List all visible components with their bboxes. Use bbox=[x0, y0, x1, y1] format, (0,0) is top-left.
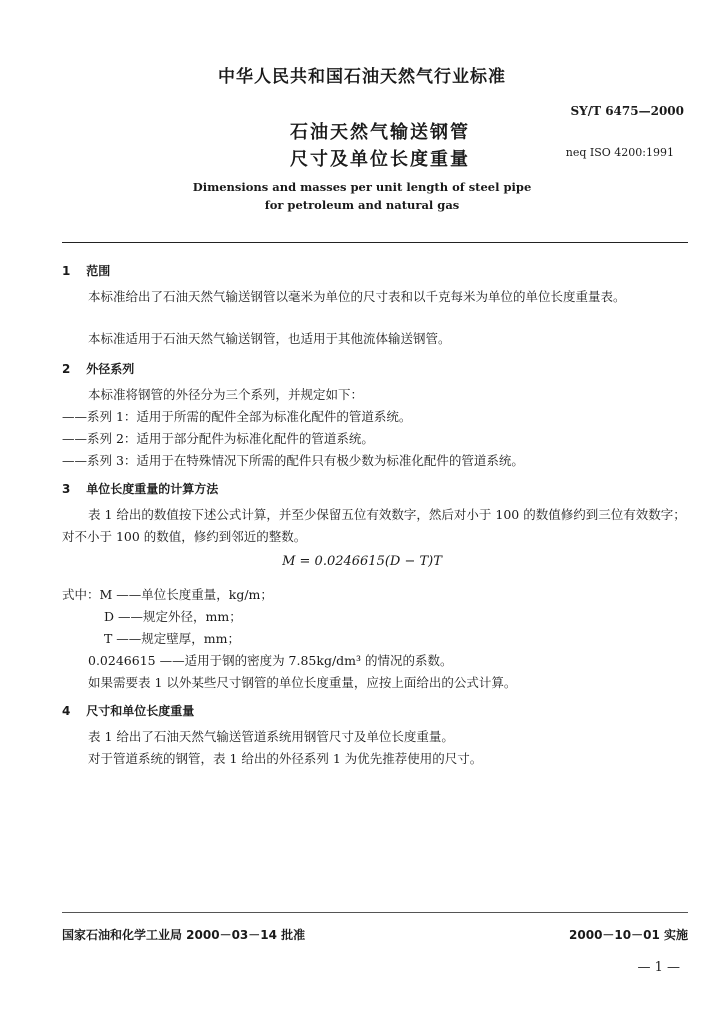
title-en-line1: Dimensions and masses per unit length of steel pipe bbox=[192, 180, 532, 194]
formula-where-t: T ——规定壁厚，mm； bbox=[104, 631, 241, 646]
section-number: 2 bbox=[62, 362, 71, 376]
section-title: 单位长度重量的计算方法 bbox=[86, 482, 219, 496]
effective-date: 2000－10－01 实施 bbox=[569, 928, 688, 942]
footer-divider bbox=[62, 912, 688, 913]
section-2-paragraph-1: 本标准将钢管的外径分为三个系列，并规定如下： bbox=[88, 387, 364, 402]
title-en-line2: for petroleum and natural gas bbox=[264, 198, 460, 212]
series-3-item: ——系列 3：适用于在特殊情况下所需的配件只有极少数为标准化配件的管道系统。 bbox=[62, 453, 524, 468]
section-3-paragraph-1: 表 1 给出的数值按下述公式计算，并至少保留五位有效数字，然后对小于 100 的数值修约到三位有效数字；对不小于 100 的数值，修约到邻近的整数。 bbox=[62, 507, 686, 544]
section-2-heading bbox=[62, 360, 134, 377]
formula-where-d: D ——规定外径，mm； bbox=[104, 609, 242, 624]
section-4-paragraph-2: 对于管道系统的钢管，表 1 给出的外径系列 1 为优先推荐使用的尺寸。 bbox=[88, 751, 483, 766]
section-1-paragraph-2: 本标准适用于石油天然气输送钢管，也适用于其他流体输送钢管。 bbox=[88, 331, 451, 346]
page-number: — 1 — bbox=[637, 960, 680, 975]
section-title: 尺寸和单位长度重量 bbox=[86, 704, 195, 718]
section-1-paragraph-1: 本标准给出了石油天然气输送钢管以毫米为单位的尺寸表和以千克每米为单位的单位长度重量表。 bbox=[88, 289, 626, 304]
series-1-item: ——系列 1：适用于所需的配件全部为标准化配件的管道系统。 bbox=[62, 409, 412, 424]
section-title: 外径系列 bbox=[86, 362, 135, 376]
section-3-heading bbox=[62, 480, 218, 497]
section-number: 3 bbox=[62, 482, 71, 496]
section-number: 1 bbox=[62, 264, 71, 278]
section-1-heading bbox=[62, 262, 110, 279]
formula-where-m: 式中：M ——单位长度重量，kg/m； bbox=[62, 587, 273, 602]
approval-line: 国家石油和化学工业局 2000－03－14 批准 bbox=[62, 928, 306, 942]
standard-category: 中华人民共和国石油天然气行业标准 bbox=[218, 67, 506, 87]
title-cn-line1: 石油天然气输送钢管 bbox=[290, 122, 470, 143]
section-4-heading bbox=[62, 702, 194, 719]
section-4-paragraph-1: 表 1 给出了石油天然气输送管道系统用钢管尺寸及单位长度重量。 bbox=[88, 729, 454, 744]
weight-formula: M = 0.0246615(D − T)T bbox=[282, 554, 442, 569]
header-divider bbox=[62, 242, 688, 243]
section-3-paragraph-2: 如果需要表 1 以外某些尺寸钢管的单位长度重量，应按上面给出的公式计算。 bbox=[88, 675, 517, 690]
standard-number: SY/T 6475—2000 bbox=[570, 104, 684, 118]
adoption-reference: neq ISO 4200:1991 bbox=[565, 146, 674, 159]
series-2-item: ——系列 2：适用于部分配件为标准化配件的管道系统。 bbox=[62, 431, 374, 446]
section-number: 4 bbox=[62, 704, 71, 718]
formula-where-coefficient: 0.0246615 ——适用于钢的密度为 7.85kg/dm³ 的情况的系数。 bbox=[88, 653, 453, 668]
title-cn-line2: 尺寸及单位长度重量 bbox=[290, 149, 470, 170]
section-title: 范围 bbox=[86, 264, 111, 278]
